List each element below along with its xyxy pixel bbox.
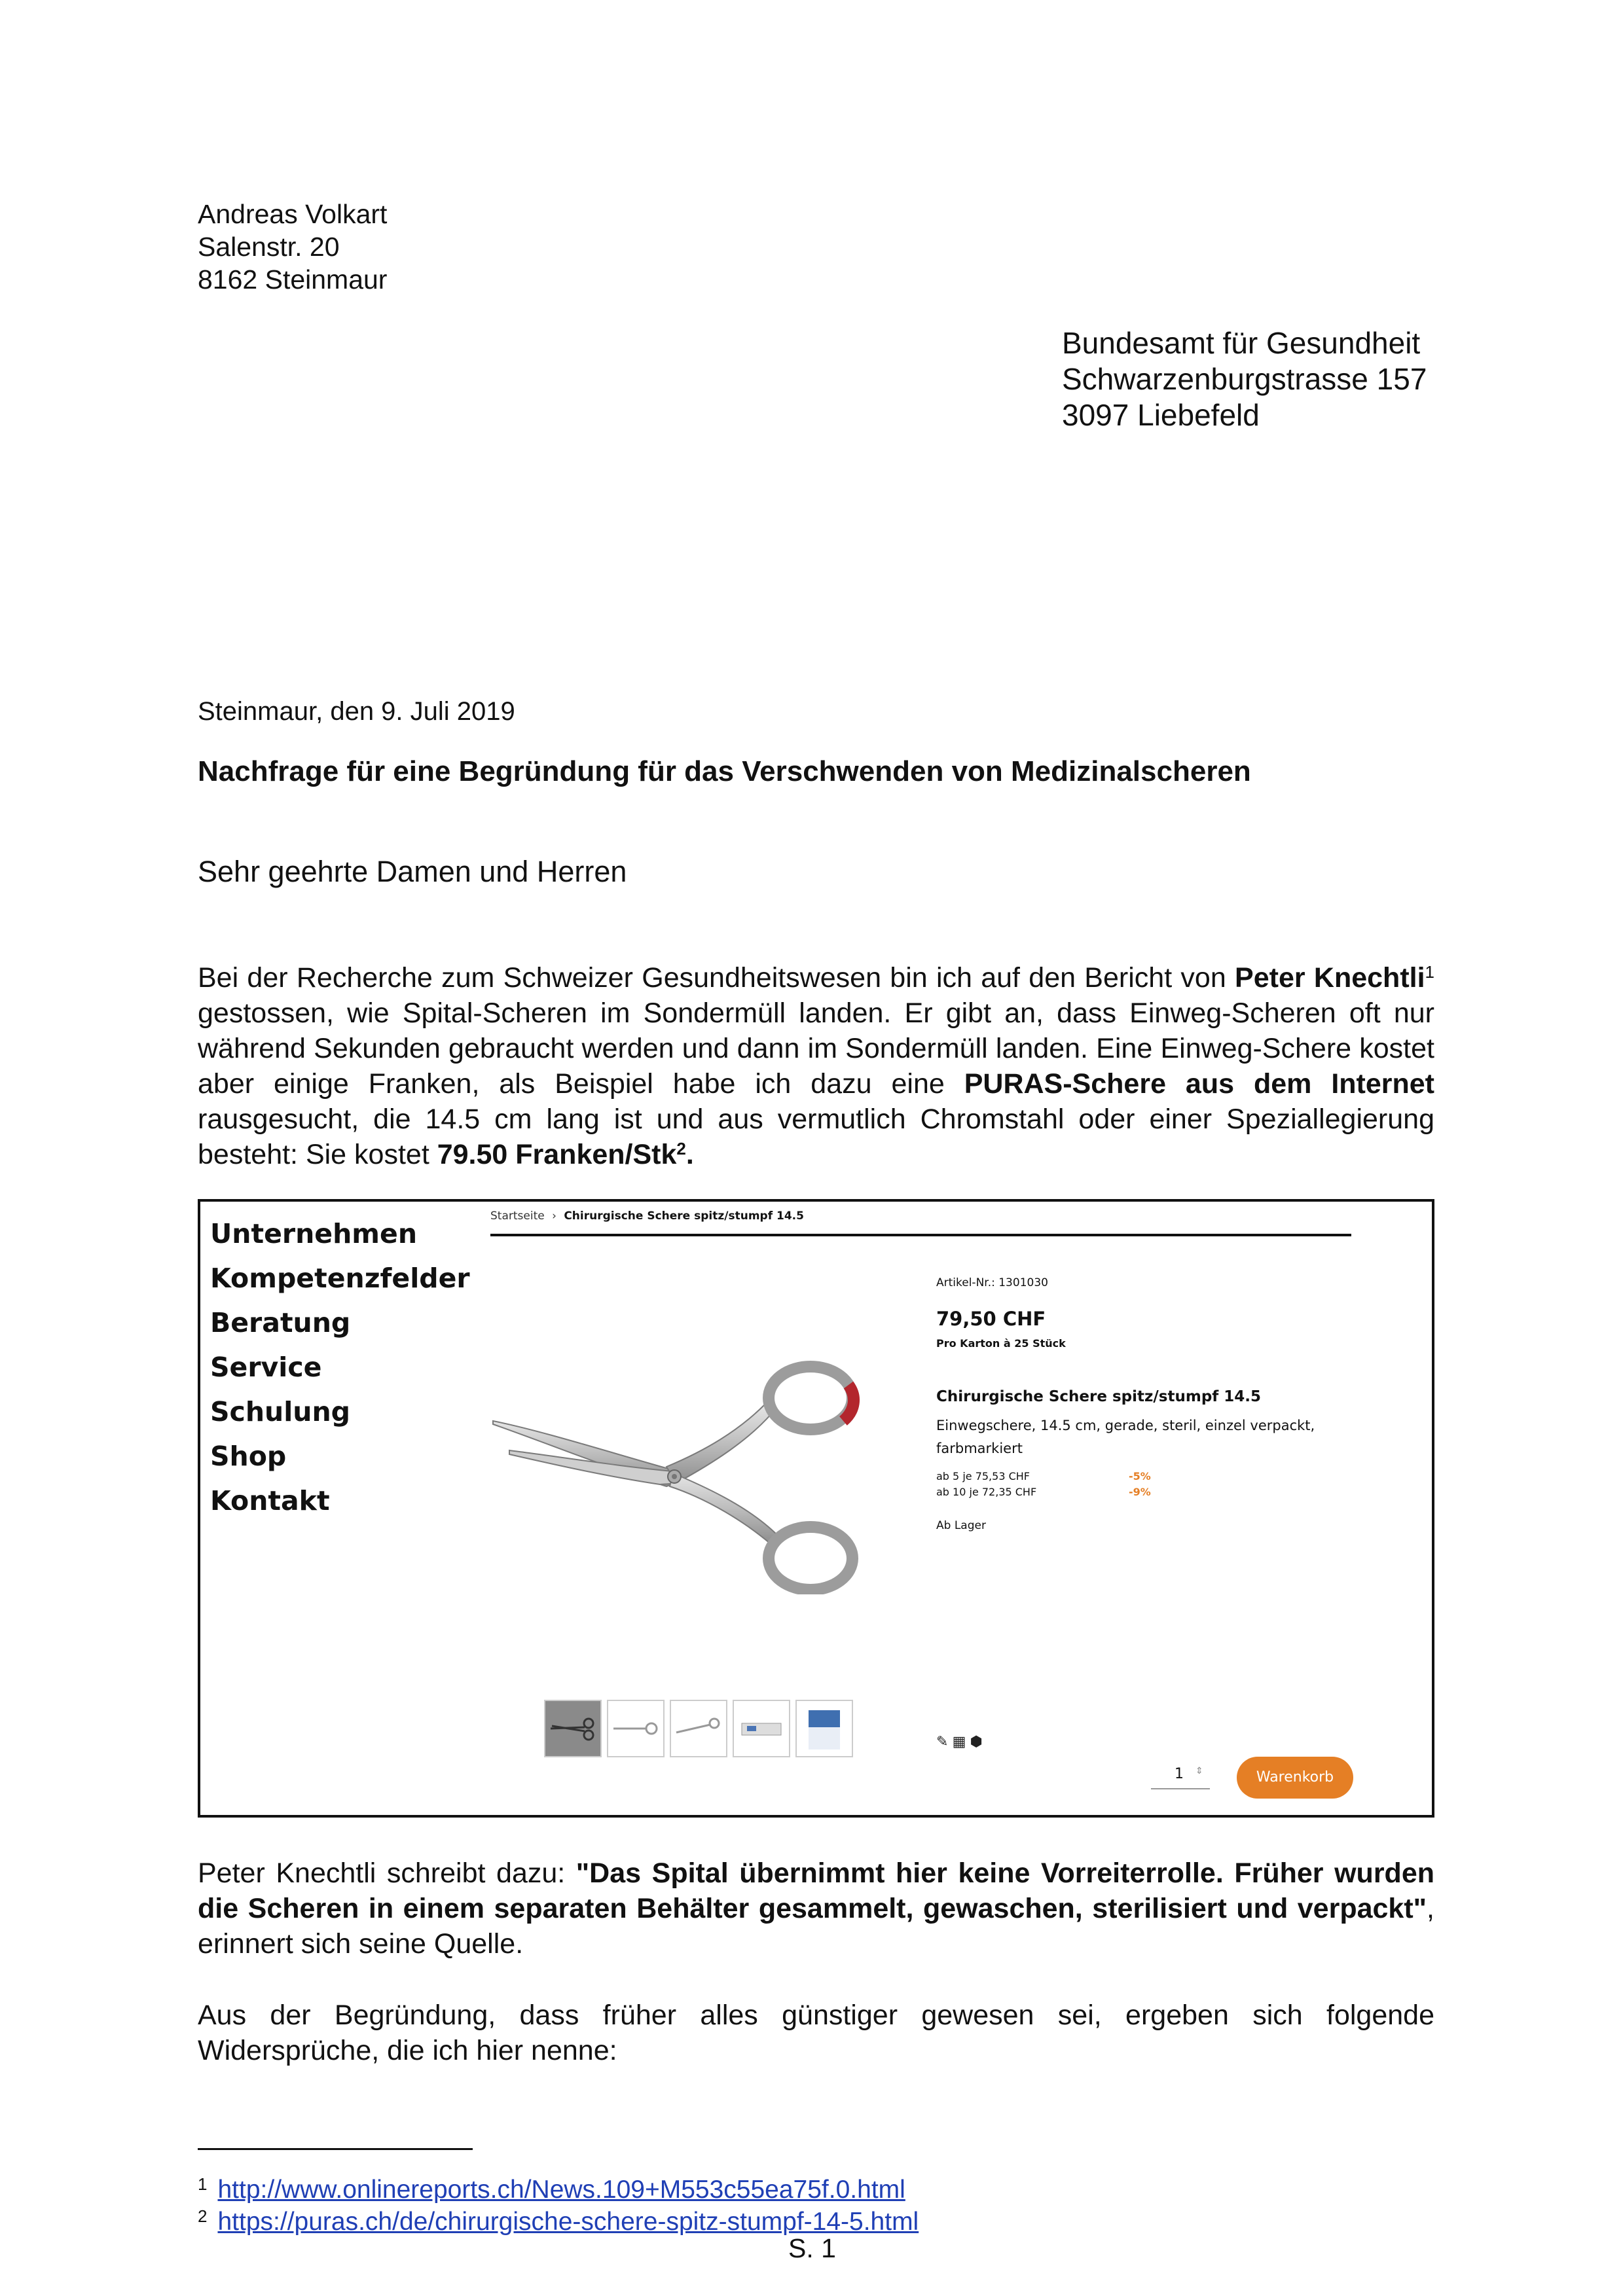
sender-name: Andreas Volkart (198, 199, 388, 229)
action-icons (936, 1733, 983, 1750)
footnote-separator (198, 2148, 473, 2150)
paragraph-intro (198, 960, 1434, 1172)
thumbnail-3[interactable] (670, 1700, 727, 1757)
price-highlight: 79.50 Franken/Stk (437, 1139, 677, 1170)
add-to-cart-button[interactable]: Warenkorb (1237, 1757, 1353, 1799)
thumbnail-5[interactable] (795, 1700, 853, 1757)
footnote-1-number: 1 (198, 2174, 208, 2194)
breadcrumb-current: Chirurgische Schere spitz/stumpf 14.5 (564, 1210, 804, 1223)
footnote-ref-1[interactable]: 1 (1425, 962, 1434, 982)
stock-status: Ab Lager (936, 1519, 986, 1532)
product-title: Chirurgische Schere spitz/stumpf 14.5 (936, 1388, 1262, 1405)
breadcrumb-divider (490, 1234, 1351, 1236)
nav-item-shop[interactable]: Shop (210, 1441, 287, 1472)
salutation: Sehr geehrte Damen und Herren (198, 855, 627, 888)
article-number: Artikel-Nr.: 1301030 (936, 1276, 1048, 1289)
paragraph-contradictions: Aus der Begründung, dass früher alles günstiger gewesen sei, ergeben sich folgende Widersprüche, die ich hier nenne: (198, 2000, 1434, 2066)
puras-highlight: PURAS-Schere aus dem Internet (964, 1068, 1434, 1100)
nav-item-kompetenzfelder[interactable]: Kompetenzfelder (210, 1263, 470, 1294)
paragraph-quote (198, 1856, 1434, 1962)
para1-text-2: gestossen, wie Spital-Scheren im Sondermüll landen. Er gibt an, dass Einweg-Scheren oft nur während Sekunden gebraucht werden und dann im Sondermüll landen. Eine Einweg-Schere kostet aber einige Franken, als Beispiel habe ich dazu eine (198, 997, 1434, 1100)
shop-screenshot (198, 1199, 1434, 1818)
thumbnail-4[interactable] (733, 1700, 790, 1757)
date-line: Steinmaur, den 9. Juli 2019 (198, 697, 515, 726)
footnote-2-link[interactable]: https://puras.ch/de/chirurgische-schere-spitz-stumpf-14-5.html (217, 2208, 919, 2236)
tier-discount-5: -5% (1129, 1470, 1151, 1482)
tier-price-10: ab 10 je 72,35 CHF (936, 1486, 1037, 1498)
quantity-stepper[interactable] (1151, 1762, 1210, 1789)
nav-item-kontakt[interactable]: Kontakt (210, 1485, 330, 1516)
footnote-2 (198, 2200, 919, 2238)
price-unit: Pro Karton à 25 Stück (936, 1337, 1066, 1350)
recipient-street: Schwarzenburgstrasse 157 (1062, 362, 1427, 396)
sender-city: 8162 Steinmaur (198, 264, 388, 295)
sender-address (198, 198, 387, 296)
nav-item-unternehmen[interactable]: Unternehmen (210, 1218, 418, 1249)
para1-period: . (685, 1139, 694, 1170)
stepper-arrows-icon[interactable]: ⇕ (1195, 1766, 1203, 1776)
footnote-ref-2[interactable]: 2 (676, 1139, 686, 1158)
tier-price-5: ab 5 je 75,53 CHF (936, 1470, 1030, 1482)
product-price: 79,50 CHF (936, 1308, 1046, 1330)
box-icon[interactable]: ⬢ (970, 1733, 983, 1749)
product-description-2: farbmarkiert (936, 1441, 1023, 1456)
para2-text-2: , erinnert sich seine Quelle. (198, 1893, 1434, 1960)
thumbnail-2[interactable] (607, 1700, 665, 1757)
author-name: Peter Knechtli (1235, 962, 1425, 994)
footnote-1-link[interactable]: http://www.onlinereports.ch/News.109+M553c55ea75f.0.html (217, 2176, 905, 2204)
nav-item-schulung[interactable]: Schulung (210, 1396, 350, 1427)
notepad-icon[interactable]: ✎ (936, 1733, 949, 1749)
sender-street: Salenstr. 20 (198, 232, 340, 262)
grid-icon[interactable]: ▦ (952, 1733, 966, 1749)
thumbnail-1[interactable] (544, 1700, 602, 1757)
recipient-city: 3097 Liebefeld (1062, 398, 1260, 432)
quantity-value[interactable]: 1 (1175, 1766, 1184, 1782)
shop-nav (210, 1211, 470, 1523)
nav-item-service[interactable]: Service (210, 1352, 322, 1383)
breadcrumb-separator: › (552, 1210, 556, 1223)
nav-item-beratung[interactable]: Beratung (210, 1307, 351, 1338)
breadcrumb-home[interactable]: Startseite (490, 1210, 545, 1223)
tier-discount-10: -9% (1129, 1486, 1151, 1498)
footnote-2-number: 2 (198, 2206, 208, 2226)
recipient-name: Bundesamt für Gesundheit (1062, 326, 1421, 360)
para1-text-1: Bei der Recherche zum Schweizer Gesundheitswesen bin ich auf den Bericht von (198, 962, 1235, 994)
subject-line: Nachfrage für eine Begründung für das Verschwenden von Medizinalscheren (198, 755, 1251, 787)
recipient-address (1062, 325, 1427, 433)
quote-text: "Das Spital übernimmt hier keine Vorreiterrolle. Früher wurden die Scheren in einem separaten Behälter gesammelt, gewaschen, sterilisiert und verpackt" (198, 1857, 1435, 1924)
para1-text-3: rausgesucht, die 14.5 cm lang ist und aus vermutlich Chromstahl oder einer Speziallegierung besteht: Sie kostet (198, 1103, 1434, 1170)
para2-text-1: Peter Knechtli schreibt dazu: (198, 1857, 576, 1889)
page-number: S. 1 (788, 2233, 836, 2263)
product-description-1: Einwegschere, 14.5 cm, gerade, steril, einzel verpackt, (936, 1418, 1315, 1433)
product-image (490, 1359, 915, 1594)
breadcrumb (490, 1210, 804, 1223)
